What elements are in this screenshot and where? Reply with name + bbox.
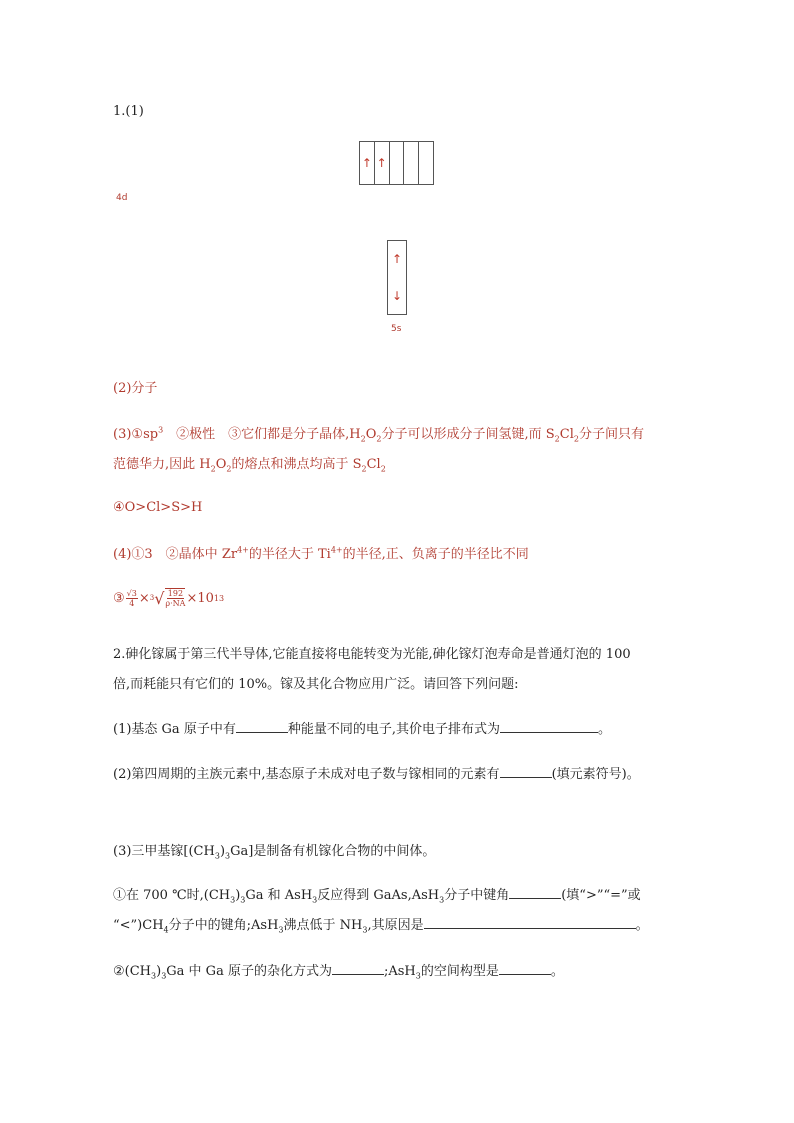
q2-intro-line1: 2.砷化镓属于第三代半导体,它能直接将电能转变为光能,砷化镓灯泡寿命是普通灯泡的 100 — [113, 647, 631, 662]
answer-blank[interactable] — [500, 720, 598, 733]
spin-up-arrow: ↑ — [391, 252, 403, 267]
answer-1-2: (2)分子 — [113, 381, 158, 396]
q2-sub3-1-line2: “$<”)CH_4$分子中的键角;AsH$_3$沸点低于 $NH_3$,其原因是 。 — [113, 918, 649, 935]
orbital-5s-label: 5s — [391, 324, 402, 334]
q2-sub3-2: $②(CH_3)_3Ga$ 中 Ga 原子的杂化方式为 ;AsH$_3$的空间构型是 。 — [113, 964, 564, 981]
q1-label: 1.(1) — [113, 104, 144, 119]
spin-down-arrow: ↓ — [391, 288, 403, 303]
answer-blank[interactable] — [500, 765, 552, 778]
q2-sub3: (3)三甲基镓$[(CH_3)_3Ga]$是制备有机镓化合物的中间体。 — [113, 844, 436, 861]
answer-1-3-line2: 范德华力,因此 $H_2O_2$的熔点和沸点均高于 $S_2Cl_2$ — [113, 457, 386, 474]
answer-blank[interactable] — [236, 720, 288, 733]
q2-intro-line2: 倍,而耗能只有它们的 10%。镓及其化合物应用广泛。请回答下列问题: — [113, 677, 519, 692]
orbital-4d-diagram — [359, 141, 434, 185]
q2-sub1: (1)基态 Ga 原子中有 种能量不同的电子,其价电子排布式为 。 — [113, 722, 611, 737]
orbital-5s-diagram — [387, 240, 407, 315]
answer-1-3-line1: $(3)①sp^3$ ②极性 ③它们都是分子晶体$,H_2O_2$分子可以形成分子间氢键,而 $S_2Cl_2$分子间只有 — [113, 425, 644, 444]
answer-blank[interactable] — [332, 962, 384, 975]
answer-blank[interactable] — [499, 962, 551, 975]
q2-sub3-1-line1: ①在 700 ℃时$,(CH_3)_3Ga$ 和 AsH$_3$反应得到 GaAs,AsH$_3$分子中键角 (填“>”“=”或 — [113, 888, 641, 905]
orbital-cell — [419, 142, 433, 184]
orbital-cell: ↑ — [360, 142, 375, 184]
orbital-cell: ↑ — [375, 142, 390, 184]
fraction-192-over-rho-na: $\frac{192}{\rho\cdot NA}$ — [165, 589, 186, 608]
density-formula: ③ $\frac{√3}{4}$ × 3 √ $\frac{192}{\rho\cdot NA}$ ×10 13 — [113, 588, 225, 608]
orbital-4d-label: 4d — [116, 193, 128, 203]
answer-1-4: (4)①3 ②晶体中 $Zr^{4+}$的半径大于 $Ti^{4+}$的半径,正、负离子的半径比不同 — [113, 545, 529, 562]
q2-sub2: (2)第四周期的主族元素中,基态原子未成对电子数与镓相同的元素有 (填元素符号)。 — [113, 767, 640, 782]
answer-blank[interactable] — [424, 916, 636, 929]
answer-blank[interactable] — [509, 886, 561, 899]
orbital-cell — [390, 142, 405, 184]
answer-1-3-4: ④O>Cl>S>H — [113, 500, 203, 515]
cube-root-sign: √ — [154, 588, 165, 608]
orbital-cell — [404, 142, 419, 184]
fraction-sqrt3-over-4: $\frac{√3}{4}$ — [126, 588, 137, 608]
